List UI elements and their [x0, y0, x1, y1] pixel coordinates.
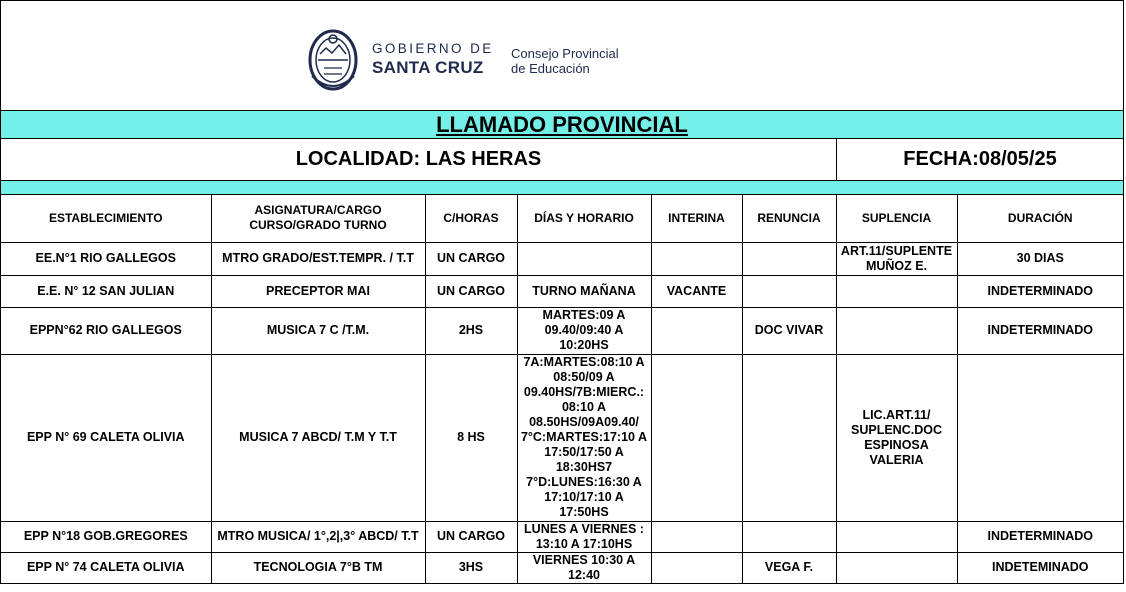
- cell-resignation: [742, 354, 836, 521]
- provincial-seal-icon: [308, 26, 358, 92]
- cell-text: SUPLENC.DOC: [851, 422, 942, 437]
- cell-text: TECNOLOGIA 7°B TM: [253, 560, 383, 575]
- date-label: FECHA:08/05/25: [903, 148, 1057, 170]
- header-text: DÍAS Y HORARIO: [534, 210, 634, 225]
- cell-interim: [651, 275, 742, 307]
- cell-text: UN CARGO: [436, 283, 506, 298]
- cell-text: MUSICA 7 C /T.M.: [266, 323, 370, 337]
- cell-hours: [425, 521, 517, 552]
- column-header-substitute: [836, 195, 957, 242]
- cell-text: LUNES A VIERNES :: [524, 521, 644, 536]
- council-line-1: Consejo Provincial: [511, 46, 619, 61]
- cell-resignation: [742, 307, 836, 354]
- cell-subject: [211, 354, 425, 521]
- cell-hours: [425, 552, 517, 583]
- cell-resignation: [742, 521, 836, 552]
- council-logo-text: [511, 46, 619, 76]
- cell-text: 18:30HS7: [555, 460, 613, 474]
- cell-establishment: [1, 354, 211, 521]
- cell-hours: [425, 354, 517, 521]
- cell-duration: [957, 552, 1123, 583]
- cell-text: 7°C:MARTES:17:10 A: [520, 430, 648, 444]
- cell-text: 08:50/09 A: [553, 370, 615, 384]
- cell-text: VIERNES 10:30 A: [532, 552, 636, 567]
- calls-table: [1, 195, 1123, 583]
- cell-establishment: [1, 307, 211, 354]
- cell-establishment: [1, 521, 211, 552]
- cell-duration: [957, 521, 1123, 552]
- cell-interim: [651, 552, 742, 583]
- table-row: [1, 242, 1123, 275]
- cell-text: 10:20HS: [559, 338, 609, 352]
- cell-text: MUÑOZ E.: [865, 258, 928, 273]
- separator-band: [1, 181, 1123, 195]
- cell-text: 3HS: [458, 560, 484, 575]
- cell-text: 7°D:LUNES:16:30 A: [526, 475, 642, 489]
- cell-text: PRECEPTOR MAI: [266, 283, 370, 298]
- table-row: [1, 521, 1123, 552]
- cell-text: 2HS: [458, 323, 484, 337]
- cell-text: INDETERMINADO: [987, 529, 1094, 543]
- cell-subject: [211, 275, 425, 307]
- column-header-hours: [425, 195, 517, 242]
- cell-schedule: [517, 307, 651, 354]
- header-text: SUPLENCIA: [861, 210, 932, 225]
- cell-subject: [211, 242, 425, 275]
- cell-schedule: [517, 552, 651, 583]
- header-text: ESTABLECIMIENTO: [48, 210, 163, 225]
- cell-text: EE.N°1 RIO GALLEGOS: [35, 251, 176, 265]
- cell-text: DOC VIVAR: [754, 323, 824, 337]
- table-header-row: [1, 195, 1123, 242]
- cell-text: MUSICA 7 ABCD/ T.M Y T.T: [239, 430, 397, 444]
- cell-substitute: [836, 552, 957, 583]
- cell-text: LIC.ART.11/: [862, 407, 931, 422]
- column-header-resignation: [742, 195, 836, 242]
- cell-substitute: [836, 307, 957, 354]
- cell-text: 13:10 A 17:10HS: [535, 536, 633, 551]
- cell-duration: [957, 354, 1123, 521]
- cell-text: 17:50HS: [559, 505, 609, 519]
- table-row: [1, 354, 1123, 521]
- cell-schedule: [517, 242, 651, 275]
- header-text: C/HORAS: [443, 210, 499, 225]
- cell-substitute: [836, 242, 957, 275]
- table-row: [1, 552, 1123, 583]
- council-line-2: de Educación: [511, 61, 590, 76]
- cell-duration: [957, 242, 1123, 275]
- cell-text: 09.40HS/7B:MIERC.:: [523, 385, 645, 399]
- table-row: [1, 275, 1123, 307]
- column-header-subject: [211, 195, 425, 242]
- cell-text: 08.50HS/09A09.40/: [529, 415, 639, 429]
- cell-schedule: [517, 275, 651, 307]
- locality-label: LOCALIDAD: LAS HERAS: [1, 139, 837, 180]
- cell-hours: [425, 275, 517, 307]
- cell-text: 17:50/17:50 A: [544, 445, 624, 459]
- cell-text: ESPINOSA: [864, 437, 929, 452]
- table-row: [1, 307, 1123, 354]
- header-text: RENUNCIA: [757, 210, 821, 225]
- cell-text: MTRO GRADO/EST.TEMPR. / T.T: [222, 251, 414, 265]
- government-logo-text: [372, 42, 494, 76]
- page-title: LLAMADO PROVINCIAL: [436, 112, 688, 137]
- cell-substitute: [836, 354, 957, 521]
- cell-interim: [651, 521, 742, 552]
- cell-subject: [211, 552, 425, 583]
- locality-row: [1, 139, 1123, 181]
- header-logo-area: [1, 1, 1123, 111]
- header-text: ASIGNATURA/CARGO: [254, 203, 382, 218]
- cell-substitute: [836, 275, 957, 307]
- header-text: INTERINA: [668, 210, 725, 225]
- cell-establishment: [1, 552, 211, 583]
- cell-substitute: [836, 521, 957, 552]
- cell-text: EPP N°18 GOB.GREGORES: [23, 529, 188, 543]
- cell-text: MARTES:09 A: [542, 308, 626, 322]
- government-line-2: SANTA CRUZ: [372, 57, 484, 77]
- cell-text: EPP N° 74 CALETA OLIVIA: [26, 560, 185, 575]
- cell-text: VEGA F.: [764, 560, 814, 575]
- cell-text: MTRO MUSICA/ 1°,2|,3° ABCD/ T.T: [217, 529, 419, 543]
- column-header-interim: [651, 195, 742, 242]
- cell-text: EPP N° 69 CALETA OLIVIA: [26, 430, 185, 444]
- header-text: DURACIÓN: [1007, 210, 1073, 225]
- cell-establishment: [1, 275, 211, 307]
- cell-text: ART.11/SUPLENTE: [840, 243, 953, 258]
- cell-text: TURNO MAÑANA: [532, 283, 636, 298]
- title-band: [1, 111, 1123, 139]
- header-text: CURSO/GRADO TURNO: [249, 218, 387, 233]
- cell-text: 8 HS: [457, 430, 485, 444]
- column-header-establishment: [1, 195, 211, 242]
- cell-duration: [957, 307, 1123, 354]
- column-header-schedule: [517, 195, 651, 242]
- cell-hours: [425, 307, 517, 354]
- cell-text: INDETERMINADO: [987, 323, 1094, 337]
- cell-text: 08:10 A: [561, 400, 606, 414]
- cell-text: VALERIA: [869, 452, 924, 467]
- cell-text: INDETEMINADO: [991, 560, 1089, 575]
- cell-text: 09.40/09:40 A: [544, 323, 624, 337]
- cell-establishment: [1, 242, 211, 275]
- cell-schedule: [517, 521, 651, 552]
- cell-interim: [651, 242, 742, 275]
- cell-duration: [957, 275, 1123, 307]
- cell-resignation: [742, 552, 836, 583]
- cell-hours: [425, 242, 517, 275]
- cell-subject: [211, 521, 425, 552]
- cell-text: INDETERMINADO: [987, 283, 1094, 298]
- cell-resignation: [742, 275, 836, 307]
- cell-text: 7A:MARTES:08:10 A: [523, 355, 645, 369]
- cell-text: 30 DIAS: [1016, 251, 1064, 265]
- table-body: [1, 242, 1123, 583]
- government-line-1: GOBIERNO DE: [372, 41, 494, 56]
- cell-text: UN CARGO: [436, 529, 506, 543]
- cell-interim: [651, 307, 742, 354]
- cell-interim: [651, 354, 742, 521]
- cell-text: 12:40: [568, 567, 600, 582]
- cell-text: EPPN°62 RIO GALLEGOS: [29, 323, 182, 337]
- cell-text: VACANTE: [666, 283, 727, 298]
- cell-text: UN CARGO: [436, 251, 506, 265]
- cell-text: E.E. N° 12 SAN JULIAN: [37, 283, 175, 298]
- cell-text: 17:10/17:10 A: [544, 490, 624, 504]
- cell-subject: [211, 307, 425, 354]
- column-header-duration: [957, 195, 1123, 242]
- cell-resignation: [742, 242, 836, 275]
- cell-schedule: [517, 354, 651, 521]
